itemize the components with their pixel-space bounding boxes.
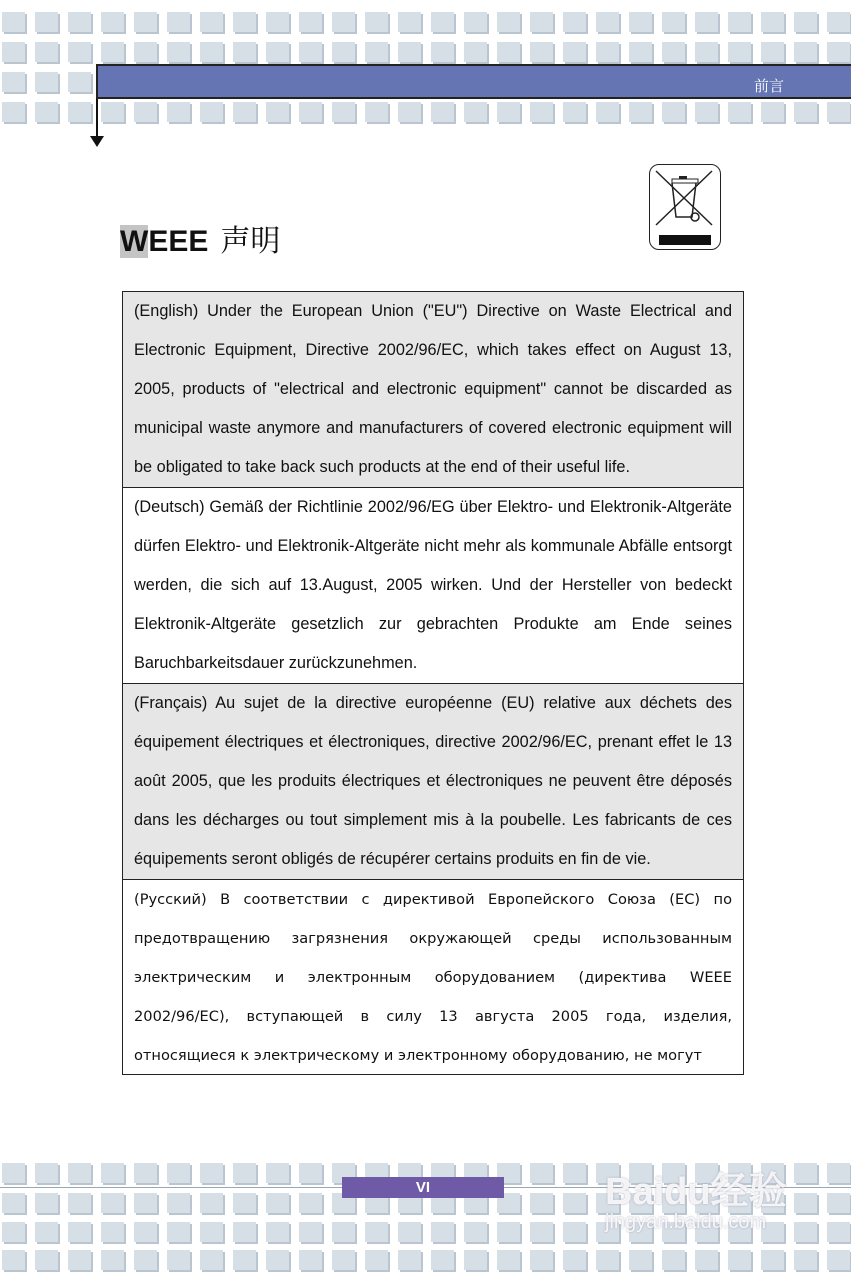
decorative-tile xyxy=(299,1193,322,1213)
decorative-tile xyxy=(68,12,91,32)
decorative-tile xyxy=(728,12,751,32)
decorative-tile xyxy=(167,12,190,32)
decorative-tile xyxy=(563,102,586,122)
decorative-tile xyxy=(134,12,157,32)
decorative-tile xyxy=(134,1222,157,1242)
decorative-tile xyxy=(167,102,190,122)
decorative-tile xyxy=(827,42,850,62)
decorative-tile xyxy=(266,102,289,122)
decorative-tile xyxy=(563,12,586,32)
decorative-tile xyxy=(200,42,223,62)
decorative-tile xyxy=(827,1250,850,1270)
decorative-tile xyxy=(167,1193,190,1213)
decorative-tile xyxy=(431,102,454,122)
decorative-tile xyxy=(134,102,157,122)
decorative-tile xyxy=(233,42,256,62)
decorative-tile xyxy=(2,102,25,122)
decorative-tile xyxy=(827,12,850,32)
decorative-tile xyxy=(497,102,520,122)
decorative-tile xyxy=(794,1163,817,1183)
decorative-tile xyxy=(431,12,454,32)
section-title: 前言 xyxy=(753,77,784,95)
decorative-tile xyxy=(200,12,223,32)
title-first-letter: W xyxy=(120,225,149,258)
decorative-tile xyxy=(365,12,388,32)
decorative-tile xyxy=(695,42,718,62)
paragraph-russian: (Русский) В соответствии с директивой Европейского Союза (ЕС) по предотвращению загрязнения окружающей среды использованным электрическим и электронным оборудованием (директива WEEE 2002/96/EC), вступающей в силу 13 августа 2005 года, изделия, относящиеся к электрическому и электронному оборудованию, не могут xyxy=(134,891,732,1064)
decorative-tile xyxy=(35,1222,58,1242)
decorative-tile xyxy=(266,1163,289,1183)
decorative-tile xyxy=(101,1193,124,1213)
decorative-tile xyxy=(167,1222,190,1242)
decorative-tile xyxy=(794,42,817,62)
decorative-tile xyxy=(233,1163,256,1183)
decorative-tile xyxy=(68,42,91,62)
decorative-tile xyxy=(398,42,421,62)
decorative-tile xyxy=(629,42,652,62)
decorative-tile xyxy=(794,12,817,32)
decorative-tile xyxy=(794,1222,817,1242)
decorative-tile xyxy=(563,1193,586,1213)
decorative-tile xyxy=(134,42,157,62)
decorative-tile xyxy=(200,1163,223,1183)
decorative-tile xyxy=(794,1193,817,1213)
decorative-tile xyxy=(431,1250,454,1270)
decorative-tile xyxy=(101,1163,124,1183)
decorative-tile xyxy=(299,1222,322,1242)
decorative-tile xyxy=(2,1163,25,1183)
decorative-tile xyxy=(35,1250,58,1270)
decorative-tile xyxy=(68,1222,91,1242)
decorative-tile xyxy=(563,1163,586,1183)
decorative-tile xyxy=(464,42,487,62)
weee-statement-table xyxy=(122,291,744,1075)
decorative-tile xyxy=(266,1250,289,1270)
paragraph-francais: (Français) Au sujet de la directive européenne (EU) relative aux déchets des équipement électriques et électroniques, directive 2002/96/EC, prenant effet le 13 août 2005, que les produits électriques et électroniques ne peuvent être déposés dans les décharges ou tout simplement mis à la poubelle. Les fabricants de ces équipements seront obligés de récupérer certains produits en fin de vie. xyxy=(123,684,743,880)
decorative-tile xyxy=(794,1250,817,1270)
decorative-tile xyxy=(761,42,784,62)
decorative-tile xyxy=(629,102,652,122)
decorative-tile xyxy=(398,12,421,32)
decorative-tile xyxy=(563,1222,586,1242)
arrow-head-icon xyxy=(90,136,104,147)
decorative-tile xyxy=(761,12,784,32)
decorative-tile xyxy=(266,1193,289,1213)
decorative-tile xyxy=(134,1193,157,1213)
decorative-tile xyxy=(464,1250,487,1270)
decorative-tile xyxy=(497,1250,520,1270)
page-title xyxy=(120,216,280,260)
decorative-tile xyxy=(827,1222,850,1242)
decorative-tile xyxy=(662,1250,685,1270)
decorative-tile xyxy=(35,42,58,62)
decorative-tile xyxy=(530,1163,553,1183)
title-suffix: 声明 xyxy=(220,224,281,259)
decorative-tile xyxy=(794,102,817,122)
decorative-tile xyxy=(35,1193,58,1213)
arrow-down-icon xyxy=(96,99,98,137)
decorative-tile xyxy=(101,1222,124,1242)
decorative-tile xyxy=(233,102,256,122)
decorative-tile xyxy=(662,42,685,62)
decorative-tile xyxy=(695,12,718,32)
decorative-tile xyxy=(431,42,454,62)
decorative-tile xyxy=(266,12,289,32)
decorative-tile xyxy=(827,102,850,122)
decorative-tile xyxy=(35,12,58,32)
decorative-tile xyxy=(596,1250,619,1270)
decorative-tile xyxy=(365,1222,388,1242)
decorative-tile xyxy=(266,42,289,62)
section-header-bar xyxy=(96,64,851,99)
decorative-tile xyxy=(68,1250,91,1270)
decorative-tile xyxy=(530,1250,553,1270)
decorative-tile xyxy=(464,1222,487,1242)
decorative-tile xyxy=(35,102,58,122)
decorative-tile xyxy=(629,1250,652,1270)
decorative-tile xyxy=(2,72,25,92)
crossed-out-wheelie-bin-icon xyxy=(649,164,721,250)
decorative-tile xyxy=(695,102,718,122)
decorative-tile xyxy=(530,1193,553,1213)
decorative-tile xyxy=(332,1250,355,1270)
decorative-tile xyxy=(134,1250,157,1270)
decorative-tile xyxy=(530,1222,553,1242)
decorative-tile xyxy=(596,42,619,62)
decorative-tile xyxy=(431,1222,454,1242)
decorative-tile xyxy=(464,12,487,32)
decorative-tile xyxy=(200,1193,223,1213)
decorative-tile xyxy=(365,42,388,62)
decorative-tile xyxy=(68,102,91,122)
decorative-tile xyxy=(167,1163,190,1183)
decorative-tile xyxy=(464,102,487,122)
decorative-tile xyxy=(134,1163,157,1183)
decorative-tile xyxy=(365,1250,388,1270)
decorative-tile xyxy=(68,1163,91,1183)
decorative-tile xyxy=(563,42,586,62)
decorative-tile xyxy=(596,102,619,122)
page-number: VI xyxy=(342,1177,504,1198)
decorative-tile xyxy=(332,42,355,62)
decorative-tile xyxy=(827,1163,850,1183)
decorative-tile xyxy=(299,102,322,122)
paragraph-deutsch: (Deutsch) Gemäß der Richtlinie 2002/96/EG über Elektro- und Elektronik-Altgeräte dürfen Elektro- und Elektronik-Altgeräte nicht mehr als kommunale Abfälle entsorgt werden, die sich auf 13.August, 2005 wirken. Und der Hersteller von bedeckt Elektronik-Altgeräte gesetzlich zur gebrachten Produkte am Ende seines Baruchbarkeitsdauer zurückzunehmen. xyxy=(123,488,743,684)
decorative-tile xyxy=(530,102,553,122)
decorative-tile xyxy=(596,12,619,32)
paragraph-english: (English) Under the European Union ("EU") Directive on Waste Electrical and Electronic Equipment, Directive 2002/96/EC, which takes effect on August 13, 2005, products of "electrical and electronic equipment" cannot be discarded as municipal waste anymore and manufacturers of covered electronic equipment will be obligated to take back such products at the end of their useful life. xyxy=(123,292,743,488)
decorative-tile xyxy=(299,1163,322,1183)
decorative-tile xyxy=(563,1250,586,1270)
decorative-tile xyxy=(68,72,91,92)
decorative-tile xyxy=(332,12,355,32)
decorative-tile xyxy=(200,1250,223,1270)
decorative-tile xyxy=(662,102,685,122)
decorative-tile xyxy=(233,1222,256,1242)
decorative-tile-pattern-top xyxy=(0,0,851,125)
watermark-url: jingyan.baidu.com xyxy=(605,1211,767,1233)
decorative-tile xyxy=(200,102,223,122)
decorative-tile xyxy=(530,42,553,62)
decorative-tile xyxy=(662,12,685,32)
title-rest: EEE xyxy=(148,225,209,258)
decorative-tile xyxy=(101,102,124,122)
decorative-tile xyxy=(695,1250,718,1270)
decorative-tile xyxy=(398,1250,421,1270)
decorative-tile xyxy=(167,42,190,62)
decorative-tile xyxy=(35,1163,58,1183)
decorative-tile xyxy=(233,1193,256,1213)
decorative-tile xyxy=(761,1250,784,1270)
decorative-tile xyxy=(332,1222,355,1242)
decorative-tile xyxy=(827,1193,850,1213)
decorative-tile xyxy=(2,1222,25,1242)
decorative-tile xyxy=(299,42,322,62)
watermark-logo: Baidu经验 xyxy=(605,1171,787,1213)
decorative-tile xyxy=(68,1193,91,1213)
watermark xyxy=(605,1160,787,1234)
decorative-tile xyxy=(200,1222,223,1242)
decorative-tile xyxy=(266,1222,289,1242)
decorative-tile xyxy=(101,42,124,62)
decorative-tile xyxy=(728,42,751,62)
decorative-tile xyxy=(497,12,520,32)
decorative-tile xyxy=(35,72,58,92)
decorative-tile xyxy=(299,12,322,32)
decorative-tile xyxy=(233,1250,256,1270)
decorative-tile xyxy=(728,1250,751,1270)
decorative-tile xyxy=(365,102,388,122)
decorative-tile xyxy=(167,1250,190,1270)
decorative-tile xyxy=(2,12,25,32)
decorative-tile xyxy=(332,102,355,122)
decorative-tile xyxy=(530,12,553,32)
decorative-tile xyxy=(101,12,124,32)
decorative-tile xyxy=(2,1193,25,1213)
decorative-tile xyxy=(299,1250,322,1270)
decorative-tile xyxy=(761,102,784,122)
decorative-tile xyxy=(233,12,256,32)
decorative-tile xyxy=(2,42,25,62)
decorative-tile xyxy=(398,102,421,122)
decorative-tile xyxy=(728,102,751,122)
decorative-tile xyxy=(497,1222,520,1242)
decorative-tile xyxy=(398,1222,421,1242)
decorative-tile xyxy=(497,42,520,62)
decorative-tile xyxy=(2,1250,25,1270)
decorative-tile xyxy=(101,1250,124,1270)
decorative-tile xyxy=(629,12,652,32)
